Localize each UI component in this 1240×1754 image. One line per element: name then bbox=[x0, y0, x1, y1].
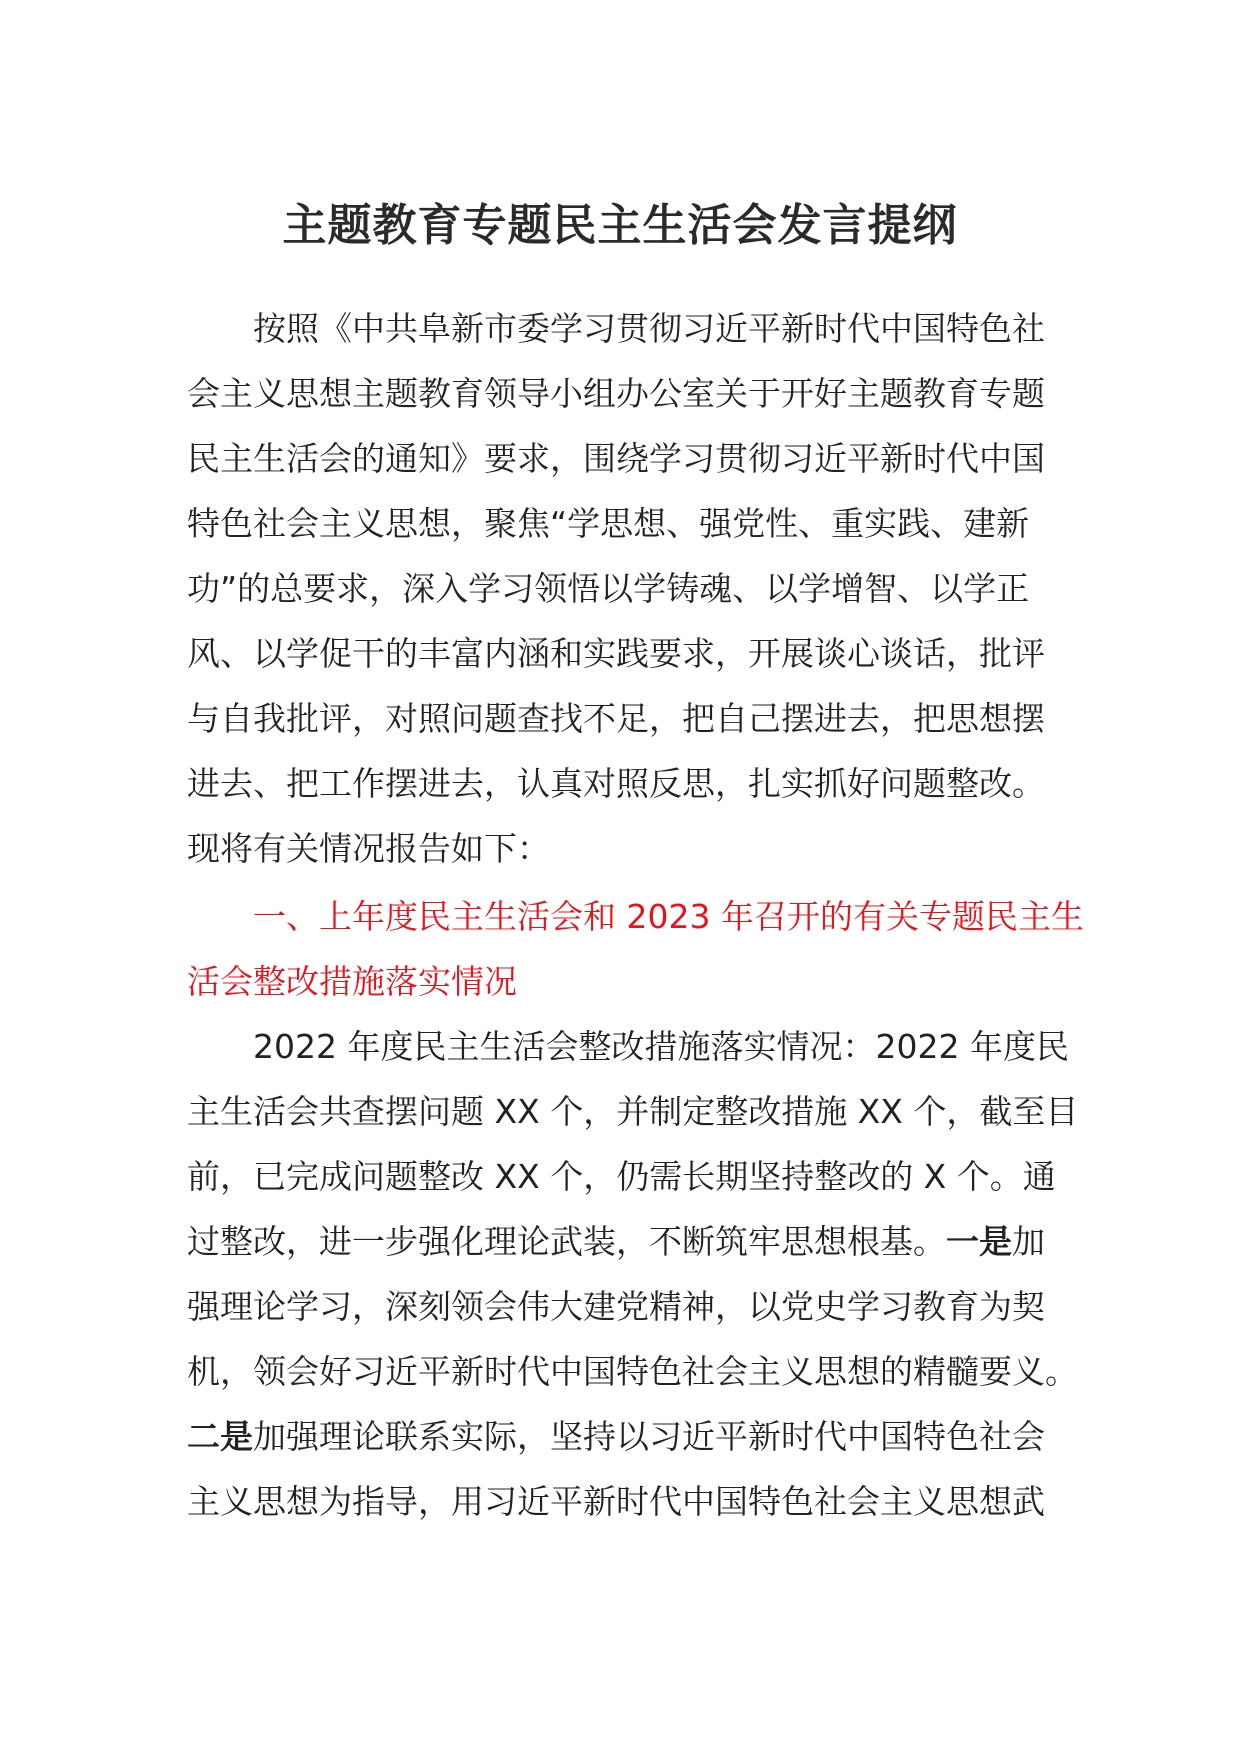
paragraph-line: 按照《中共阜新市委学习贯彻习近平新时代中国特色社 bbox=[187, 309, 1045, 348]
paragraph-line: 功”的总要求，深入学习领悟以学铸魂、以学增智、以学正 bbox=[187, 569, 1030, 608]
paragraph-line: 会主义思想主题教育领导小组办公室关于开好主题教育专题 bbox=[187, 374, 1045, 413]
paragraph-line: 现将有关情况报告如下： bbox=[187, 829, 550, 868]
bold-marker-second: 二是 bbox=[187, 1417, 253, 1456]
line-text: 加 bbox=[1012, 1222, 1045, 1261]
paragraph-line: 强理论学习，深刻领会伟大建党精神，以党史学习教育为契 bbox=[187, 1287, 1045, 1326]
section-heading-one bbox=[187, 884, 1084, 1014]
intro-paragraph bbox=[187, 296, 1067, 881]
paragraph-line: 主义思想为指导，用习近平新时代中国特色社会主义思想武 bbox=[187, 1482, 1045, 1521]
paragraph-line: 风、以学促干的丰富内涵和实践要求，开展谈心谈话，批评 bbox=[187, 634, 1045, 673]
line-text: 过整改，进一步强化理论武装，不断筑牢思想根基。 bbox=[187, 1222, 946, 1261]
paragraph-line: 2022 年度民主生活会整改措施落实情况：2022 年度民 bbox=[187, 1027, 1069, 1066]
paragraph-line: 主生活会共查摆问题 XX 个，并制定整改措施 XX 个，截至目 bbox=[187, 1092, 1079, 1131]
paragraph-line: 民主生活会的通知》要求，围绕学习贯彻习近平新时代中国 bbox=[187, 439, 1045, 478]
section-one-paragraph bbox=[187, 1014, 1079, 1534]
paragraph-line: 前，已完成问题整改 XX 个，仍需长期坚持整改的 X 个。通 bbox=[187, 1157, 1056, 1196]
document-title: 主题教育专题民主生活会发言提纲 bbox=[282, 200, 958, 251]
section-heading-line: 活会整改措施落实情况 bbox=[187, 962, 517, 1001]
paragraph-line: 进去、把工作摆进去，认真对照反思，扎实抓好问题整改。 bbox=[187, 764, 1045, 803]
paragraph-line bbox=[187, 1404, 1067, 1469]
paragraph-line: 与自我批评，对照问题查找不足，把自己摆进去，把思想摆 bbox=[187, 699, 1045, 738]
bold-marker-first: 一是 bbox=[946, 1222, 1012, 1261]
paragraph-line: 机，领会好习近平新时代中国特色社会主义思想的精髓要义。 bbox=[187, 1352, 1078, 1391]
section-heading-line: 一、上年度民主生活会和 2023 年召开的有关专题民主生 bbox=[187, 897, 1084, 936]
paragraph-line bbox=[187, 1209, 1067, 1274]
paragraph-line: 特色社会主义思想，聚焦“学思想、强党性、重实践、建新 bbox=[187, 504, 1030, 543]
line-text: 加强理论联系实际，坚持以习近平新时代中国特色社会 bbox=[253, 1417, 1045, 1456]
